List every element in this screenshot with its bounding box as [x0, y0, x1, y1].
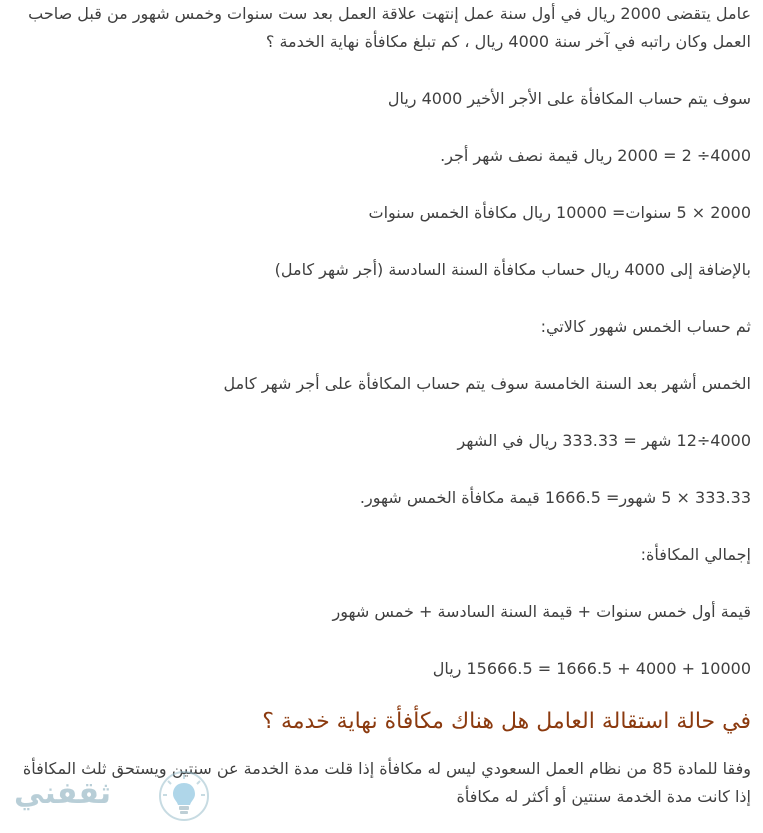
lightbulb-icon — [156, 768, 212, 824]
final-paragraph: وفقا للمادة 85 من نظام العمل السعودي ليس له مكافأة إذا قلت مدة الخدمة عن سنتين ويستحق ثلث المكافأة إذا كانت مدة الخدمة سنتين أو أكثر له مكافأة — [22, 759, 751, 806]
intro-paragraph: عامل يتقضى 2000 ريال في أول سنة عمل إنتهت علاقة العمل بعد ست سنوات وخمس شهور من قبل صاحب العمل وكان راتبه في آخر سنة 4000 ريال ، كم تبلغ مكافأة نهاية الخدمة ؟ — [28, 4, 751, 51]
calc-line-6: الخمس أشهر بعد السنة الخامسة سوف يتم حساب المكافأة على أجر شهر كامل — [223, 374, 751, 393]
section-heading: في حالة استقالة العامل هل هناك مكأفأة نهاية خدمة ؟ — [262, 709, 751, 734]
calc-line-9: إجمالي المكافأة: — [640, 545, 751, 564]
calc-line-10: قيمة أول خمس سنوات + قيمة السنة السادسة + خمس شهور — [332, 602, 751, 621]
calc-line-8: 333.33 × 5 شهور= 1666.5 قيمة مكافأة الخمس شهور. — [359, 488, 751, 507]
calc-line-7: 4000÷12 شهر = 333.33 ريال في الشهر — [457, 431, 751, 450]
calc-line-3: 2000 × 5 سنوات= 10000 ريال مكافأة الخمس سنوات — [368, 203, 751, 222]
calc-line-4: بالإضافة إلى 4000 ريال حساب مكافأة السنة السادسة (أجر شهر كامل) — [274, 260, 751, 279]
calc-line-2: 4000÷ 2 = 2000 ريال قيمة نصف شهر أجر. — [440, 146, 751, 165]
calc-line-5: ثم حساب الخمس شهور كالاتي: — [540, 317, 751, 336]
calc-line-1: سوف يتم حساب المكافأة على الأجر الأخير 4000 ريال — [387, 89, 751, 108]
calc-line-11: 10000 + 4000 + 1666.5 = 15666.5 ريال — [432, 659, 751, 678]
site-watermark-logo — [14, 762, 214, 832]
watermark-text: ثقفني — [14, 776, 112, 811]
